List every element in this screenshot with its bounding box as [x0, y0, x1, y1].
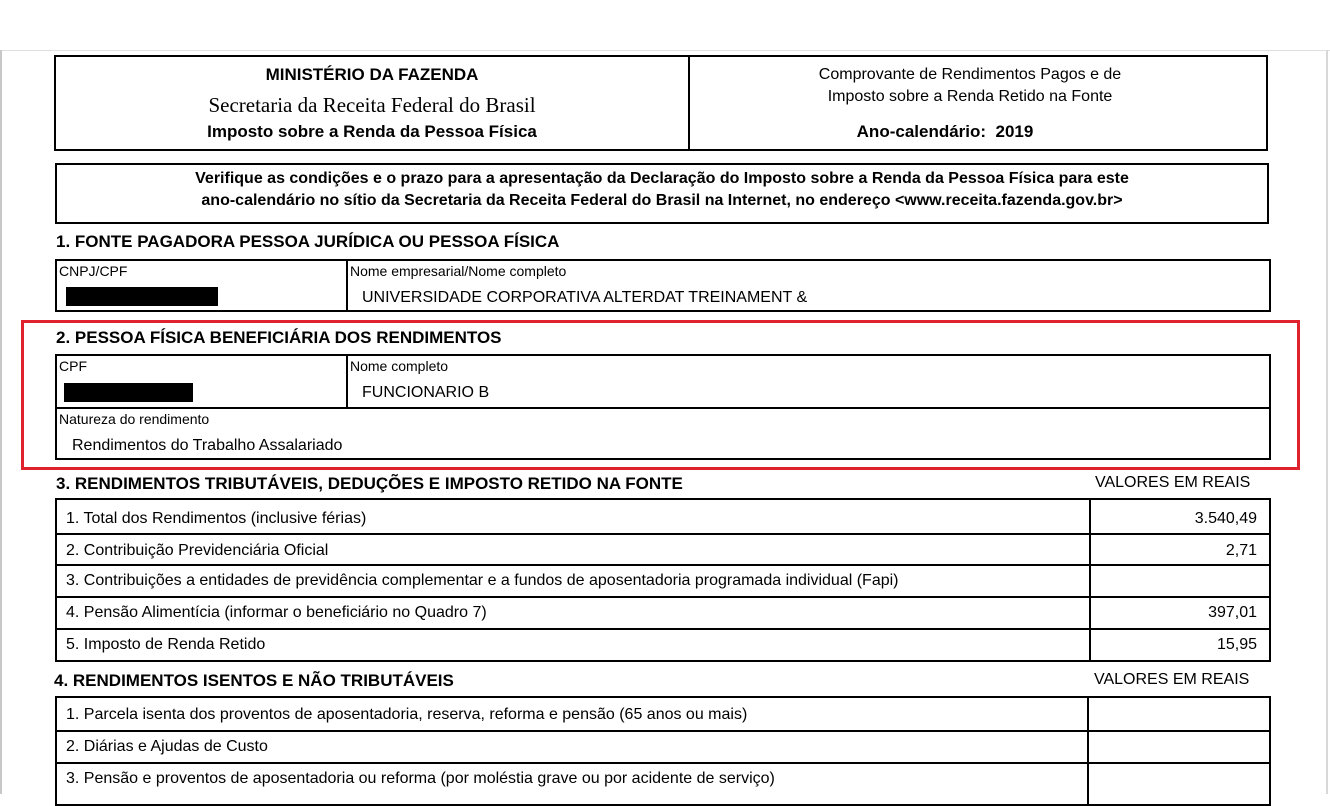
cnpj-label: CNPJ/CPF — [59, 263, 128, 279]
table-row-label: 2. Contribuição Previdenciária Oficial — [66, 542, 329, 559]
nome-empresarial-label: Nome empresarial/Nome completo — [350, 263, 567, 279]
nome-empresarial-value: UNIVERSIDADE CORPORATIVA ALTERDAT TREINAMENT & — [362, 289, 808, 306]
comprovante-line2: Imposto sobre a Renda Retido na Fonte — [827, 88, 1113, 105]
table-row-label: 1. Parcela isenta dos proventos de aposentadoria, reserva, reforma e pensão (65 anos ou mais) — [66, 706, 748, 723]
imposto-title: Imposto sobre a Renda da Pessoa Física — [207, 122, 537, 141]
nome-completo-label: Nome completo — [350, 358, 449, 374]
natureza-value: Rendimentos do Trabalho Assalariado — [72, 437, 343, 454]
ministry-title: MINISTÉRIO DA FAZENDA — [265, 65, 479, 84]
table-row-label: 1. Total dos Rendimentos (inclusive férias) — [66, 510, 367, 527]
notice-line1: Verifique as condições e o prazo para a apresentação da Declaração do Imposto sobre a Renda da Pessoa Física para este — [195, 170, 1129, 187]
section2-title: 2. PESSOA FÍSICA BENEFICIÁRIA DOS RENDIMENTOS — [56, 328, 502, 347]
table-row-value: 397,01 — [1208, 604, 1257, 621]
table-row-value: 3.540,49 — [1194, 510, 1257, 527]
nome-completo-value: FUNCIONARIO B — [362, 384, 490, 401]
table-row-value: 2,71 — [1225, 542, 1257, 559]
ano-label: Ano-calendário: — [856, 122, 987, 141]
cpf-label: CPF — [59, 358, 87, 374]
section3-valores: VALORES EM REAIS — [1095, 474, 1251, 491]
secretaria-title: Secretaria da Receita Federal do Brasil — [208, 93, 536, 117]
ano-calendario — [690, 122, 1200, 142]
table-row-label: 3. Contribuições a entidades de previdência complementar e a fundos de aposentadoria programada individual (Fapi) — [66, 572, 899, 589]
section3-title: 3. RENDIMENTOS TRIBUTÁVEIS, DEDUÇÕES E IMPOSTO RETIDO NA FONTE — [56, 474, 683, 493]
ano-value: 2019 — [995, 122, 1034, 141]
viewer-top-margin — [0, 0, 1330, 50]
table-row-label: 2. Diárias e Ajudas de Custo — [66, 738, 268, 755]
page-right-edge — [1326, 50, 1328, 794]
section1-title: 1. FONTE PAGADORA PESSOA JURÍDICA OU PESSOA FÍSICA — [56, 232, 560, 251]
table-row-label: 5. Imposto de Renda Retido — [66, 636, 266, 653]
notice-line2: ano-calendário no sítio da Secretaria da Receita Federal do Brasil na Internet, no endereço <www.receita.fazenda.gov.br> — [201, 192, 1123, 209]
section4-valores: VALORES EM REAIS — [1094, 671, 1250, 688]
highlight-rectangle — [21, 320, 1300, 470]
page-left-edge — [0, 50, 2, 794]
table-row-label: 3. Pensão e proventos de aposentadoria ou reforma (por moléstia grave ou por acidente de serviço) — [66, 770, 775, 787]
page-top-edge — [0, 50, 1330, 51]
section4-title: 4. RENDIMENTOS ISENTOS E NÃO TRIBUTÁVEIS — [54, 671, 454, 690]
table-row-label: 4. Pensão Alimentícia (informar o beneficiário no Quadro 7) — [66, 604, 487, 621]
natureza-label: Natureza do rendimento — [59, 411, 210, 427]
table-row-value: 15,95 — [1216, 636, 1257, 653]
comprovante-line1: Comprovante de Rendimentos Pagos e de — [818, 66, 1122, 83]
cnpj-redacted — [66, 287, 218, 306]
